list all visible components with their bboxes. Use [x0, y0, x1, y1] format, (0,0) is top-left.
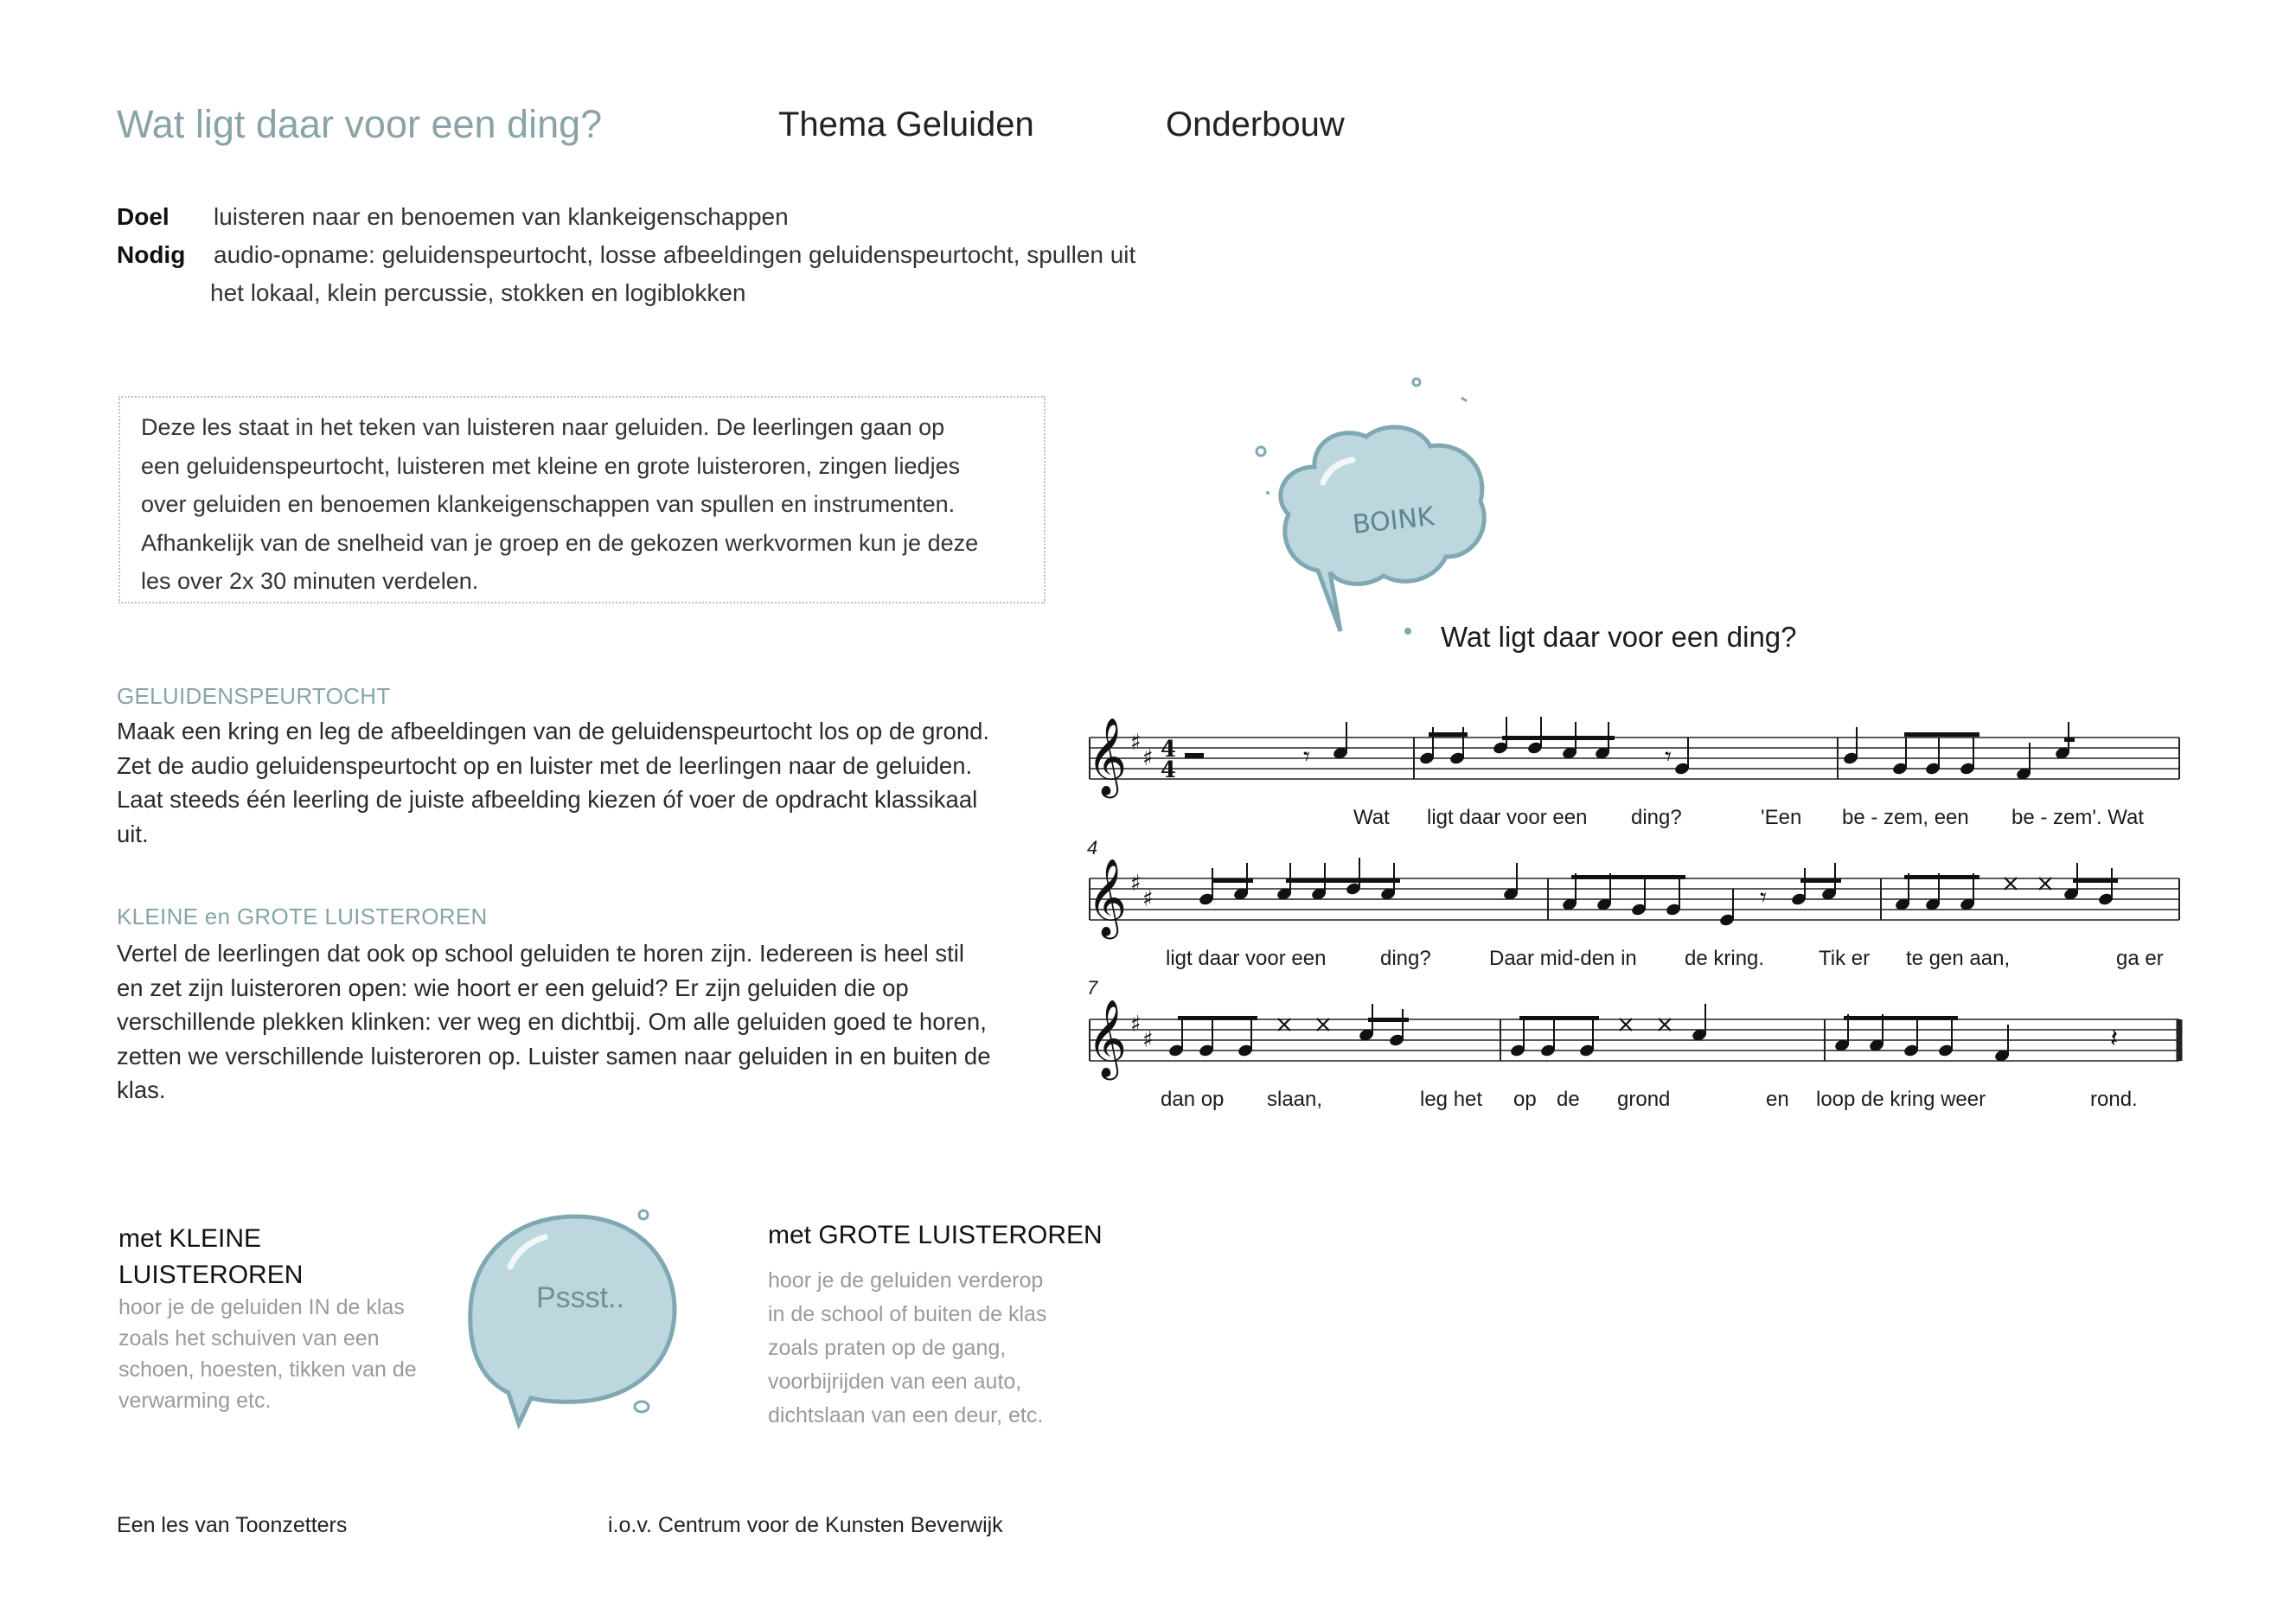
footer-author: Een les van Toonzetters: [117, 1513, 348, 1537]
cross-note-head: [1278, 1019, 1290, 1031]
text-line: Maak een kring en leg de afbeeldingen van de geluidenspeurtocht los op de grond.: [117, 718, 990, 744]
text-line: en zet zijn luisteroren open: wie hoort er een geluid? Er zijn geluiden die op: [117, 974, 909, 1001]
treble-clef-icon: 𝄞: [1087, 999, 1128, 1077]
lyric-syllable: ding?: [1631, 806, 1682, 829]
cross-note-head: [1659, 1019, 1671, 1031]
section-text-speurtocht: [117, 714, 989, 851]
lyric-syllable: en: [1766, 1088, 1789, 1111]
lyric-syllable: be - zem, een: [1842, 806, 1969, 829]
sharp-icon: ♯: [1142, 886, 1154, 912]
cross-note-head: [2039, 878, 2051, 890]
text-line: schoen, hoesten, tikken van de: [118, 1357, 417, 1382]
sharp-icon: ♯: [1142, 745, 1154, 771]
section-heading-luisteroren: KLEINE en GROTE LUISTERОREN: [117, 904, 488, 929]
section-text-luisteroren: [117, 936, 991, 1108]
rest-icon: 𝄾: [1303, 742, 1310, 772]
text-line: dichtslaan van een deur, etc.: [768, 1403, 1044, 1427]
lyric-syllable: grond: [1617, 1088, 1671, 1111]
lyric-syllable: te gen aan,: [1906, 947, 2011, 970]
sheet-music: [1077, 709, 2201, 1115]
measure-number: 7: [1087, 977, 1098, 999]
text-line: Vertel de leerlingen dat ook op school geluiden te horen zijn. Iedereen is heel stil: [117, 940, 964, 967]
nodig-label: Nodig: [117, 241, 186, 268]
beam: [1519, 1016, 1599, 1020]
big-ears-title: met GROTE LUISTERОREN: [768, 1221, 1103, 1249]
beam: [1368, 1018, 1409, 1022]
intro-box: [118, 396, 1046, 603]
cross-note-head: [2005, 878, 2017, 890]
beam: [1904, 875, 1979, 879]
lyric-syllable: slaan,: [1267, 1088, 1323, 1111]
text-line: zoals het schuiven van een: [118, 1326, 380, 1351]
beam: [1904, 732, 1979, 737]
sharp-icon: ♯: [1130, 1012, 1142, 1038]
lyric-syllable: leg het: [1420, 1088, 1483, 1111]
intro-line: Deze les staat in het teken van luisteren naar geluiden. De leerlingen gaan op: [141, 414, 945, 440]
page-title: Wat ligt daar voor een ding?: [117, 102, 603, 146]
lyric-syllable: rond.: [2090, 1088, 2138, 1111]
text-line: verschillende plekken klinken: ver weg en dichtbij. Om alle geluiden goed te horen,: [117, 1008, 987, 1035]
sharp-icon: ♯: [1130, 871, 1142, 897]
text-line: Laat steeds één leerling de juiste afbeelding kiezen óf voer de opdracht klassikaal: [117, 786, 978, 813]
lyric-syllable: dan op: [1161, 1088, 1225, 1111]
section-heading-speurtocht: GELUIDENSPEURTOCHT: [117, 683, 391, 709]
time-signature: 4: [1161, 757, 1177, 783]
boink-text: BOINK: [1351, 501, 1436, 540]
beam: [1429, 732, 1468, 737]
doel-text: luisteren naar en benoemen van klankeigenschappen: [214, 203, 789, 230]
treble-clef-icon: 𝄞: [1087, 859, 1128, 936]
beam: [1800, 878, 1841, 883]
lyric-syllable: ligt daar voor een: [1427, 806, 1588, 829]
small-ears-title: [118, 1221, 303, 1293]
text-line: uit.: [117, 820, 149, 847]
intro-line: over geluiden en benoemen klankeigenschappen van spullen en instrumenten.: [141, 491, 956, 517]
lyric-syllable: ga er: [2116, 947, 2164, 970]
text-line: zoals praten op de gang,: [768, 1336, 1007, 1360]
intro-line: een geluidenspeurtocht, luisteren met kleine en grote luisteroren, zingen liedjes: [141, 452, 961, 479]
text-line: Zet de audio geluidenspeurtocht op en luister met de leerlingen naar de geluiden.: [117, 751, 973, 779]
lyric-syllable: ding?: [1380, 947, 1431, 970]
theme-label: Thema Geluiden: [778, 105, 1034, 144]
pssst-text: Pssst..: [536, 1281, 625, 1314]
cross-note-head: [1620, 1019, 1632, 1031]
beam: [1178, 1016, 1257, 1020]
big-ears-text: [768, 1264, 1046, 1433]
text-line: voorbijrijden van een auto,: [768, 1370, 1022, 1394]
nodig-text-line2: het lokaal, klein percussie, stokken en logiblokken: [210, 279, 746, 306]
lyric-syllable: Tik er: [1819, 947, 1871, 970]
cross-note-head: [1317, 1019, 1329, 1031]
lyric-syllable: de kring.: [1685, 947, 1765, 970]
text-line: verwarming etc.: [118, 1389, 272, 1413]
treble-clef-icon: 𝄞: [1087, 718, 1128, 795]
small-ears-title-line: LUISTERОREN: [118, 1261, 304, 1289]
song-title: Wat ligt daar voor een ding?: [1441, 621, 1797, 653]
rest-icon: 𝄾: [1665, 742, 1672, 772]
rest-icon: 𝄽: [2110, 1024, 2119, 1054]
lyric-syllable: be - zem'. Wat: [2011, 806, 2145, 829]
intro-line: les over 2x 30 minuten verdelen.: [141, 568, 479, 594]
text-line: hoor je de geluiden IN de klas: [118, 1295, 405, 1319]
lyric-syllable: 'Een: [1761, 806, 1802, 829]
lyric-syllable: loop de kring weer: [1816, 1088, 1986, 1111]
text-line: klas.: [117, 1076, 166, 1103]
lyric-syllable: de: [1557, 1088, 1580, 1111]
sharp-icon: ♯: [1142, 1027, 1154, 1053]
rest-icon: 𝄾: [1760, 883, 1767, 913]
sharp-icon: ♯: [1130, 730, 1142, 756]
level-label: Onderbouw: [1166, 105, 1345, 144]
small-ears-text: [118, 1292, 417, 1416]
beam: [1844, 1016, 1958, 1020]
lyric-syllable: Wat: [1353, 806, 1390, 829]
lyric-syllable: ligt daar voor een: [1166, 947, 1327, 970]
text-line: in de school of buiten de klas: [768, 1302, 1047, 1326]
beam: [2073, 878, 2118, 883]
beam: [1212, 878, 1253, 883]
half-rest: [1185, 753, 1204, 758]
beam: [1571, 875, 1685, 879]
beam: [1286, 878, 1400, 883]
beam: [1502, 736, 1615, 740]
lyric-syllable: Daar mid-den in: [1489, 947, 1637, 970]
doel-label: Doel: [117, 203, 169, 230]
lyric-syllable: op: [1513, 1088, 1537, 1111]
small-ears-title-line: met KLEINE: [118, 1224, 262, 1253]
text-line: hoor je de geluiden verderop: [768, 1268, 1044, 1293]
nodig-text-line1: audio-opname: geluidenspeurtocht, losse afbeeldingen geluidenspeurtocht, spullen uit: [214, 241, 1136, 268]
intro-line: Afhankelijk van de snelheid van je groep en de gekozen werkvormen kun je deze: [141, 529, 979, 556]
time-signature: 4: [1161, 737, 1177, 763]
measure-number: 4: [1087, 837, 1098, 859]
text-line: zetten we verschillende luisteroren op. Luister samen naar geluiden in en buiten de: [117, 1042, 991, 1070]
beam: [2064, 738, 2075, 742]
footer-commission: i.o.v. Centrum voor de Kunsten Beverwijk: [608, 1513, 1003, 1537]
